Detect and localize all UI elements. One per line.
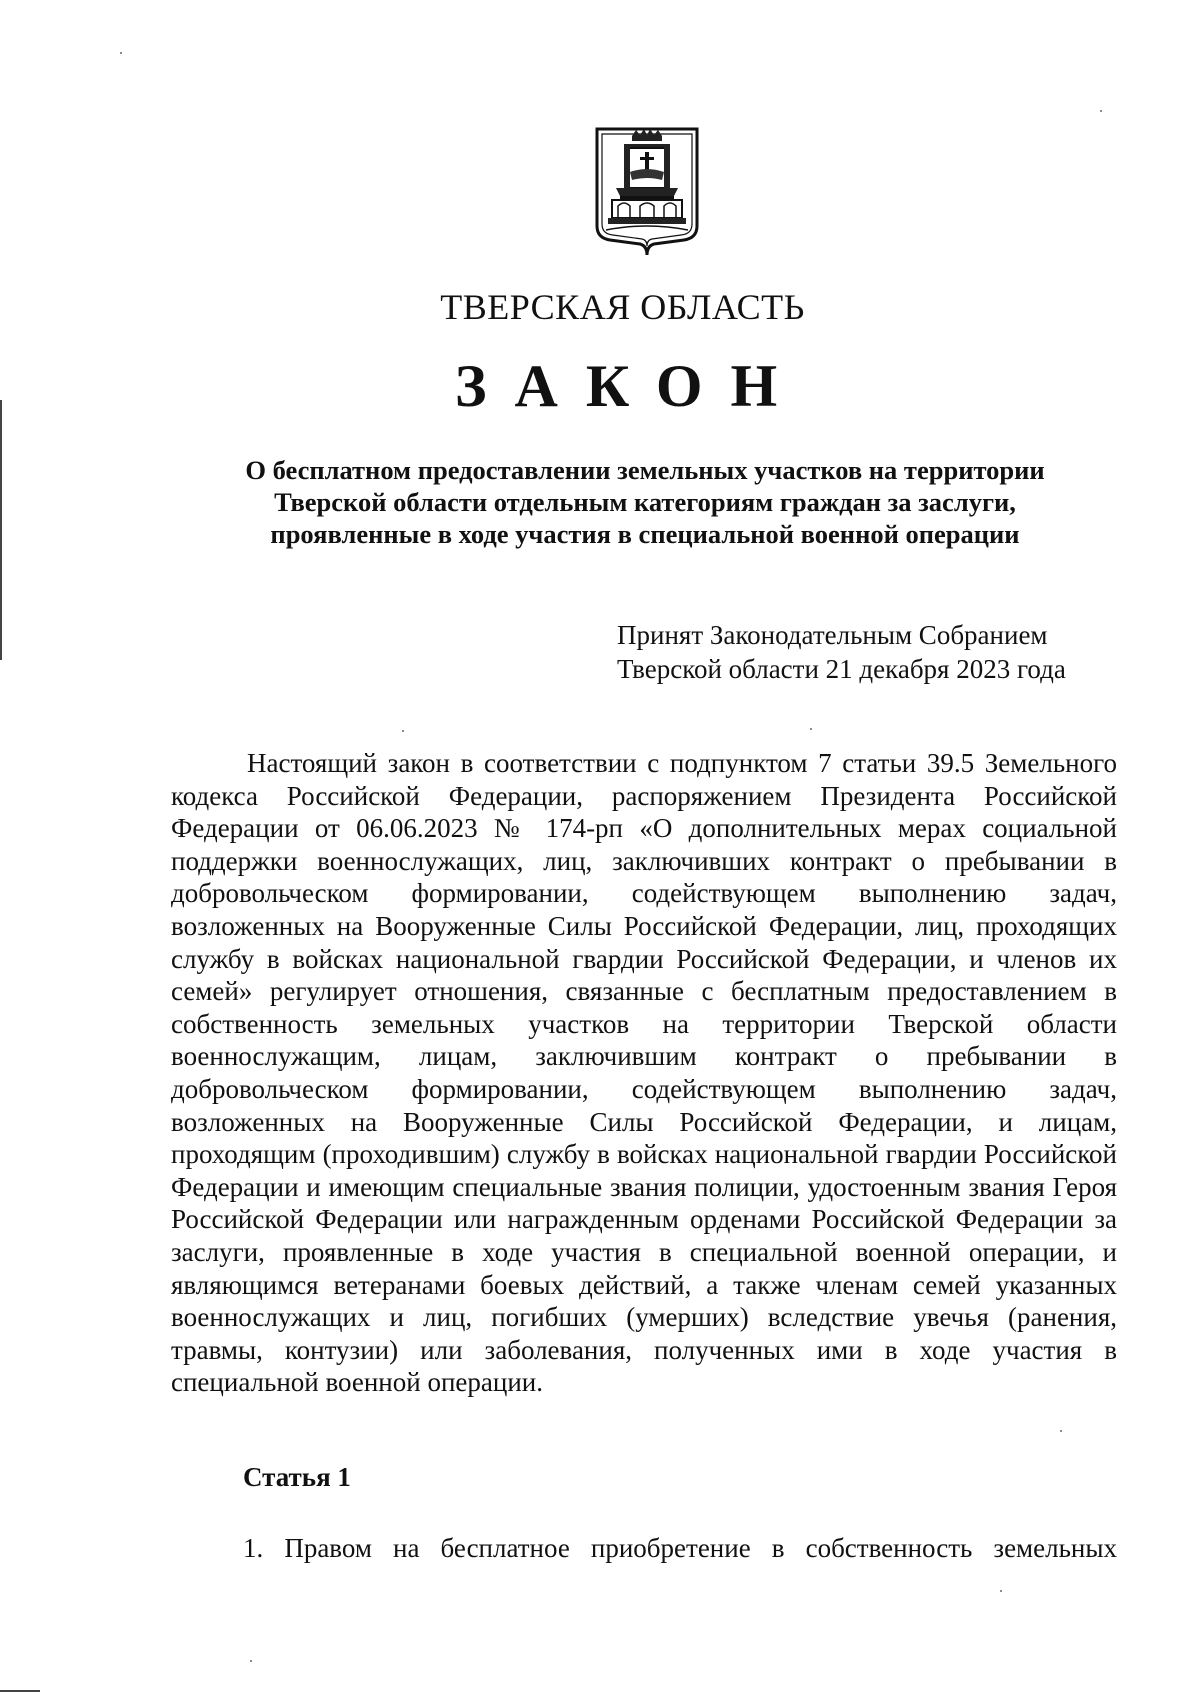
law-title <box>150 454 1140 550</box>
scan-speck <box>250 1660 252 1662</box>
tver-coat-of-arms-icon <box>594 126 700 258</box>
preamble-paragraph: Настоящий закон в соответствии с подпунктом 7 статьи 39.5 Земельного кодекса Российской Федерации, распоряжением Президента Российской Федерации от 06.06.2023 № 174-рп «О дополнительных мерах социальной поддержки военнослужащих, лиц, заключивших контракт о пребывании в добровольческом формировании, содействующем выполнению задач, возложенных на Вооруженные Силы Российской Федерации, лиц, проходящих службу в войсках национальной гвардии Российской Федерации, и членов их семей» регулирует отношения, связанные с бесплатным предоставлением в собственность земельных участков на территории Тверской области военнослужащим, лицам, заключившим контракт о пребывании в добровольческом формировании, содействующем выполнению задач, возложенных на Вооруженные Силы Российской Федерации, и лицам, проходящим (проходившим) службу в войсках национальной гвардии Российской Федерации и имеющим специальные звания полиции, удостоенным звания Героя Российской Федерации или награжденным орденами Российской Федерации за заслуги, проявленные в ходе участия в специальной военной операции, и являющимся ветеранами боевых действий, а также членам семей указанных военнослужащих и лиц, погибших (умерших) вследствие увечья (ранения, травмы, контузии) или заболевания, полученных ими в ходе участия в специальной военной операции. <box>171 748 1117 1398</box>
scan-speck <box>120 52 122 54</box>
adoption-line: Принят Законодательным Собранием <box>617 620 1048 650</box>
adoption-line: Тверской области 21 декабря 2023 года <box>617 654 1066 684</box>
article-heading: Статья 1 <box>243 1462 351 1492</box>
scan-edge-mark <box>0 1690 40 1692</box>
scan-speck <box>1100 110 1102 112</box>
title-line: проявленные в ходе участия в специальной военной операции <box>270 519 1020 549</box>
scan-speck <box>1060 1430 1062 1432</box>
region-name: ТВЕРСКАЯ ОБЛАСТЬ <box>440 287 805 327</box>
scan-speck <box>1000 1590 1002 1592</box>
scan-speck <box>402 730 404 732</box>
title-line: Тверской области отдельным категориям граждан за заслуги, <box>274 487 1016 517</box>
scan-speck <box>810 728 812 730</box>
document-type: ЗАКОН <box>454 353 806 419</box>
adoption-note <box>617 618 1066 686</box>
scan-edge-mark <box>0 400 2 660</box>
article-item: 1. Правом на бесплатное приобретение в собственность земельных <box>243 1533 1117 1563</box>
title-line: О бесплатном предоставлении земельных участков на территории <box>245 455 1045 485</box>
